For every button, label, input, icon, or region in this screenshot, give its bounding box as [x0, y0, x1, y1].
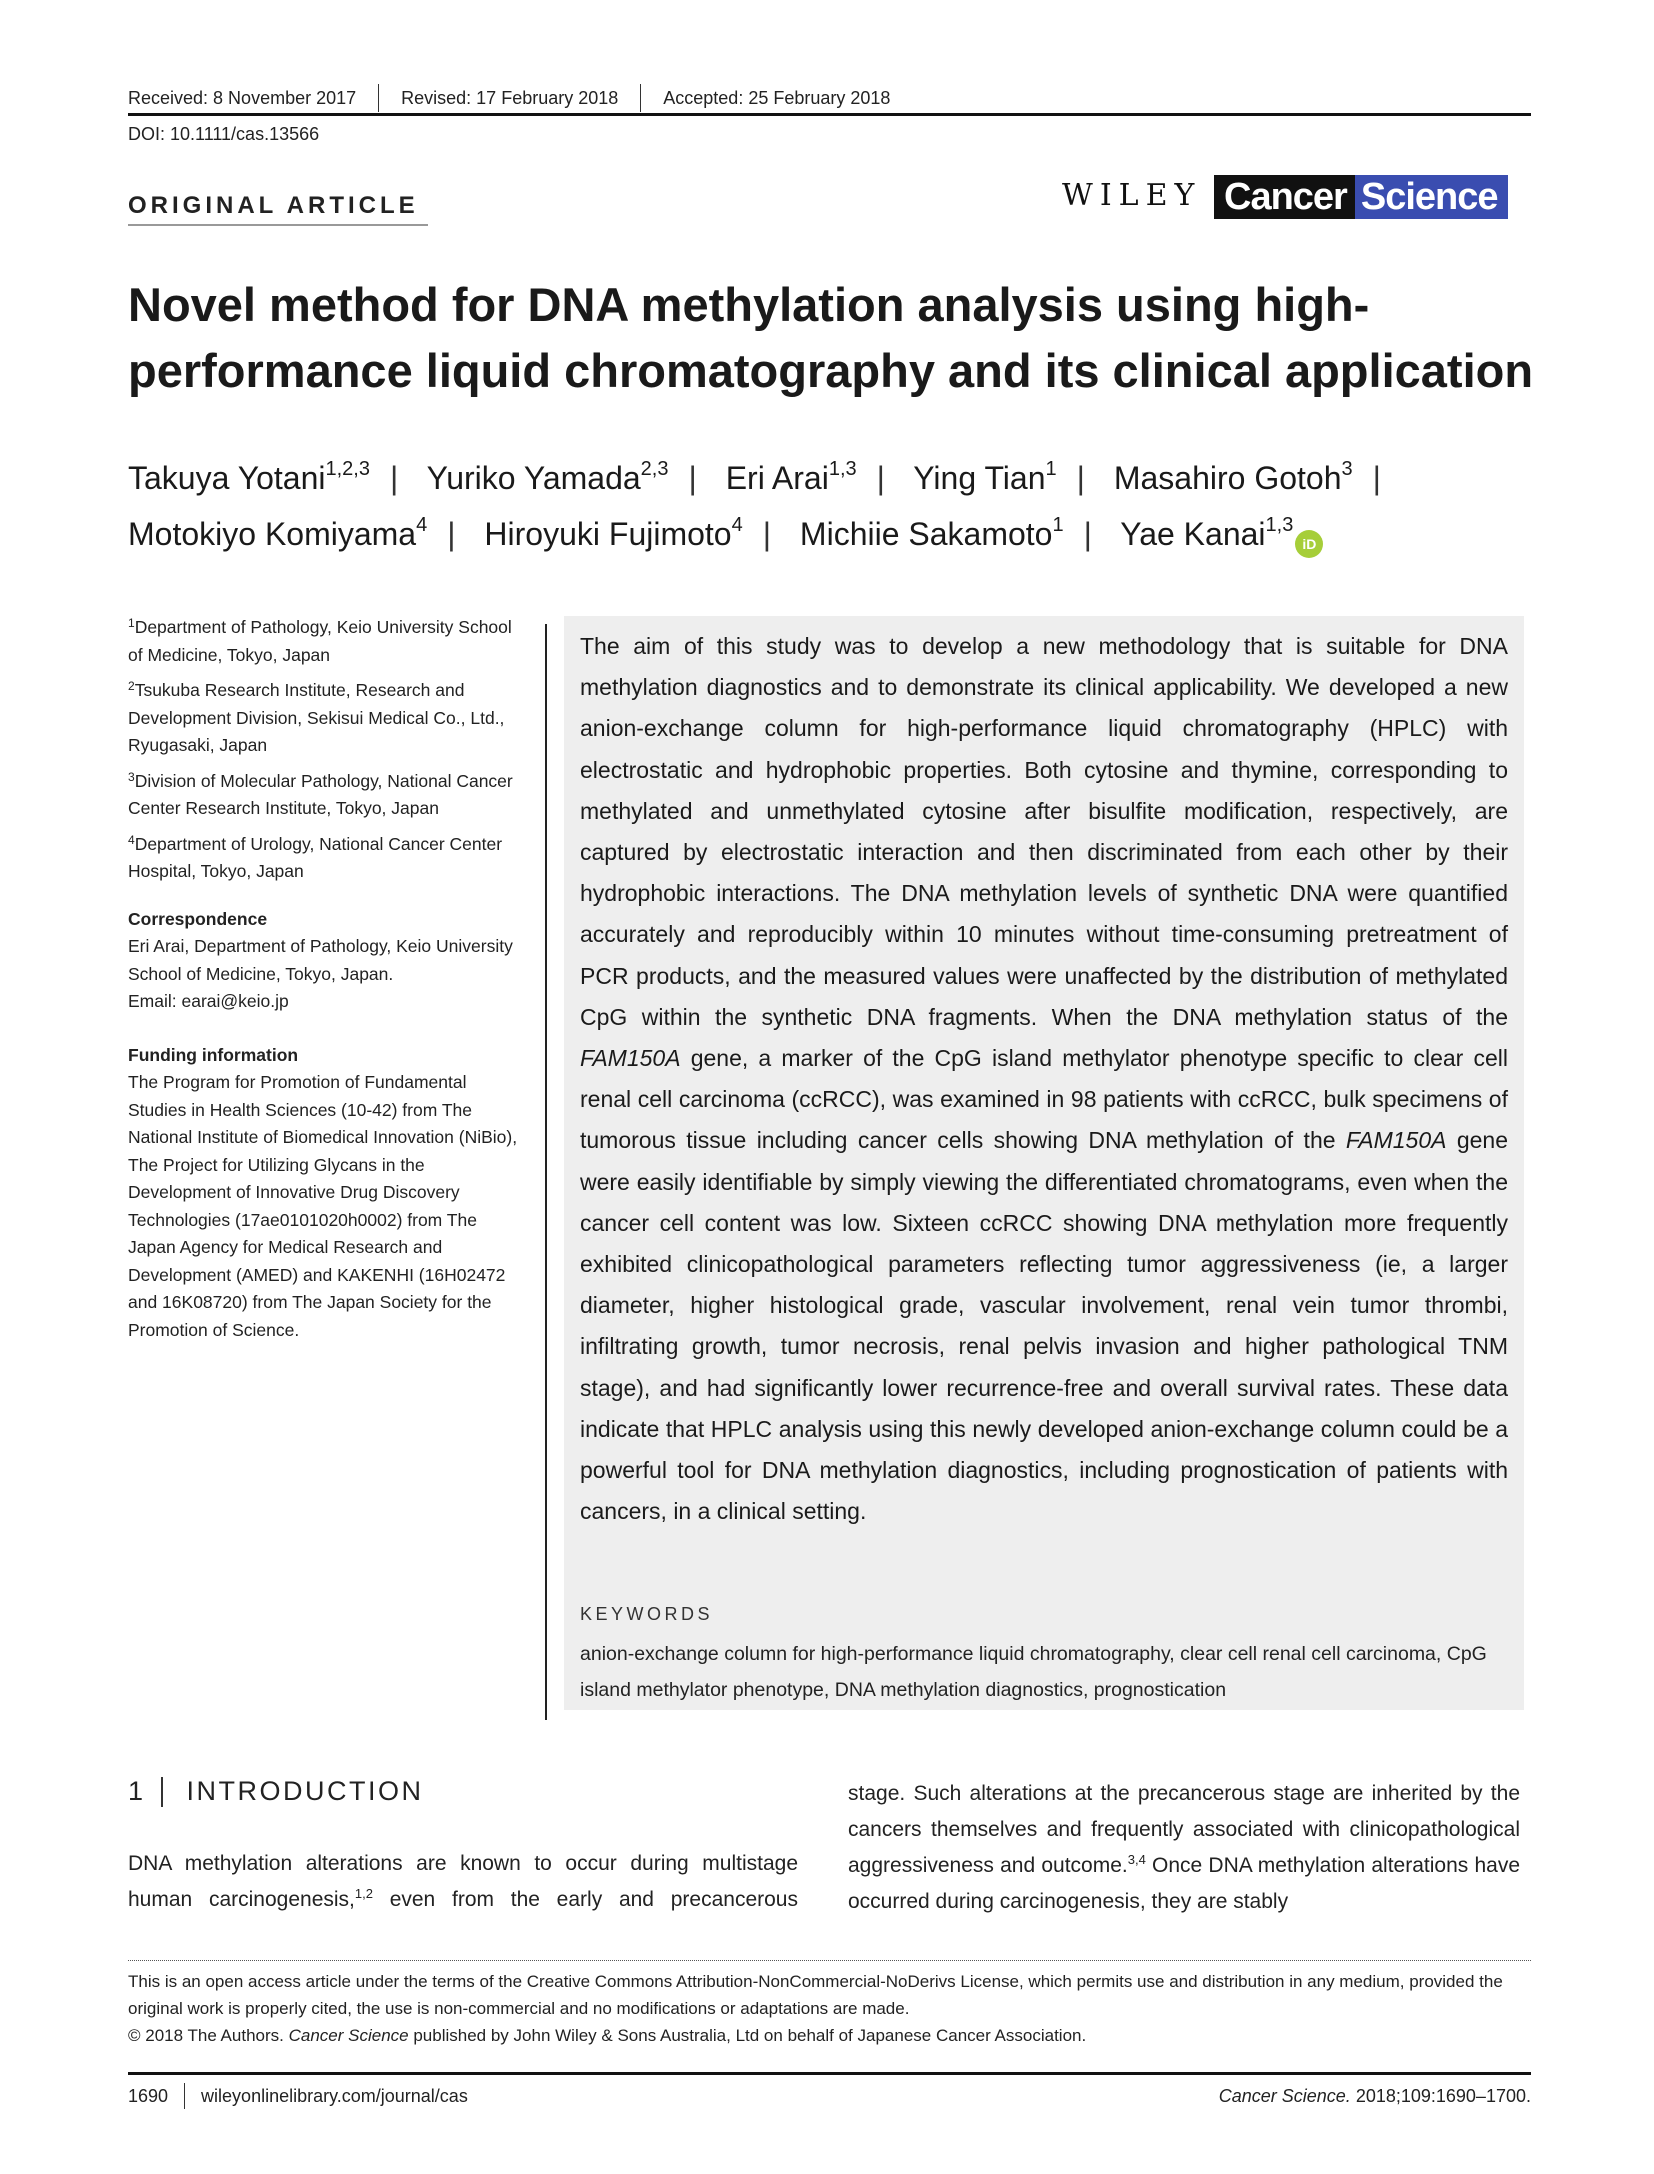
affiliation-text: Division of Molecular Pathology, National Cancer Center Research Institute, Tokyo, Japan — [128, 770, 513, 818]
affiliation-number: 4 — [128, 832, 135, 847]
wiley-logo: WILEY — [1062, 178, 1202, 213]
page-footer — [128, 2082, 1531, 2110]
section-heading-introduction — [128, 1776, 424, 1807]
body-text: even from the early and precancerous — [372, 1888, 798, 1911]
author-name: Motokiyo Komiyama — [128, 516, 417, 552]
affiliation — [128, 768, 518, 823]
body-text: stage. Such alterations at the precancerous stage are inherited by the cancers themselves and frequently associated with clinicopathological aggressiveness and outcome. — [848, 1782, 1520, 1877]
cancer-science-logo — [1214, 175, 1508, 219]
journal-citation — [1219, 2086, 1531, 2107]
affiliation-number: 2 — [128, 679, 135, 693]
author[interactable] — [427, 460, 717, 496]
correspondence-email[interactable]: Email: earai@keio.jp — [128, 991, 289, 1011]
license-notice — [128, 1968, 1531, 2049]
affiliation — [128, 831, 518, 886]
abstract-segment: gene were easily identifiable by simply viewing the differentiated chromatograms, even when the cancer cell content was low. Sixteen ccRCC showing DNA methylation more frequently exhibited clinicopathological parameters reflecting tumor aggressiveness (ie, a larger diameter, higher histological grade, vascular involvement, renal vein tumor thrombi, infiltrating growth, tumor necrosis, renal pelvis invasion and higher pathological TNM stage), and had significantly lower recurrence-free and overall survival rates. These data indicate that HPLC analysis using this newly developed anion-exchange column could be a powerful tool for DNA methylation diagnostics, including prognostication of patients with cancers, in a clinical setting. — [580, 1127, 1509, 1525]
author[interactable] — [726, 460, 905, 496]
author[interactable] — [484, 516, 791, 552]
logo-cancer: Cancer — [1214, 175, 1355, 219]
citation-marker[interactable]: 1,2 — [354, 1886, 373, 1901]
author-separator: | — [876, 460, 885, 496]
keywords-list: anion-exchange column for high-performance liquid chromatography, clear cell renal cell carcinoma, CpG island methylator phenotype, DNA methylation diagnostics, prognostication — [580, 1643, 1487, 1701]
author-separator: | — [447, 516, 456, 552]
revised-date: Revised: 17 February 2018 — [378, 84, 640, 112]
author-name: Ying Tian — [913, 460, 1046, 496]
journal-name: Cancer Science — [288, 2026, 409, 2045]
author-affiliation-marker: 2,3 — [640, 458, 669, 480]
author-affiliation-marker: 1,2,3 — [325, 458, 370, 480]
author-list — [128, 450, 1548, 562]
author-separator: | — [688, 460, 697, 496]
orcid-icon[interactable]: iD — [1295, 530, 1323, 558]
abstract-text — [580, 626, 1508, 1532]
page-number: 1690 — [128, 2083, 185, 2109]
introduction-right-column — [848, 1776, 1520, 1920]
abstract-segment: gene, a marker of the CpG island methylator phenotype specific to clear cell renal cell carcinoma (ccRCC), was examined in 98 patients with ccRCC, bulk specimens of tumorous tissue including cancer cells showing DNA methylation of the — [580, 1045, 1508, 1154]
article-type: ORIGINAL ARTICLE — [128, 192, 419, 219]
copyright-text: published by John Wiley & Sons Australia, Ltd on behalf of Japanese Cancer Association. — [408, 2026, 1087, 2045]
correspondence-heading: Correspondence — [128, 908, 268, 929]
affiliation-number: 3 — [128, 769, 135, 784]
footer-rule — [128, 2072, 1531, 2075]
author-affiliation-marker: 1,3 — [1265, 514, 1294, 536]
body-text: DNA methylation alterations are known to occur during multistage human carcinogenesis, — [128, 1852, 798, 1911]
author[interactable] — [1120, 516, 1293, 552]
affiliation — [128, 677, 518, 760]
article-title: Novel method for DNA methylation analysis using high-performance liquid chromatography and its clinical application — [128, 278, 1534, 397]
author-separator: | — [1083, 516, 1092, 552]
citation-details: 2018;109:1690–1700. — [1350, 2085, 1531, 2106]
author-affiliation-marker: 1,3 — [828, 458, 857, 480]
author[interactable] — [913, 460, 1105, 496]
author-affiliation-marker: 4 — [731, 514, 743, 536]
body-text: Once DNA methylation alterations have occurred during carcinogenesis, they are stably — [848, 1854, 1520, 1913]
affiliation — [128, 614, 518, 669]
header-rule — [128, 113, 1531, 116]
author[interactable] — [128, 460, 418, 496]
article-dates — [128, 82, 1531, 114]
license-divider — [128, 1960, 1531, 1961]
section-divider — [161, 1777, 163, 1807]
author-separator: | — [1076, 460, 1085, 496]
funding-text: The Program for Promotion of Fundamental Studies in Health Sciences (10-42) from The National Institute of Biomedical Innovation (NiBio), The Project for Utilizing Glycans in the Development of Innovative Drug Discovery Technologies (17ae0101020h0002) from The Japan Agency for Medical Research and Development (AMED) and KAKENHI (16H02472 and 16K08720) from The Japan Society for the Promotion of Science. — [128, 1072, 518, 1340]
affiliation-text: Tsukuba Research Institute, Research and Development Division, Sekisui Medical Co., Ltd., Ryugasaki, Japan — [128, 680, 505, 755]
affiliation-text: Department of Pathology, Keio University School of Medicine, Tokyo, Japan — [128, 617, 512, 665]
correspondence-address: Eri Arai, Department of Pathology, Keio University School of Medicine, Tokyo, Japan. — [128, 936, 513, 984]
affiliation-number: 1 — [128, 616, 135, 630]
section-title: INTRODUCTION — [186, 1776, 424, 1806]
author-affiliation-marker: 4 — [416, 514, 428, 536]
gene-name: FAM150A — [1345, 1127, 1447, 1154]
author-name: Eri Arai — [725, 460, 829, 496]
journal-url[interactable]: wileyonlinelibrary.com/journal/cas — [201, 2085, 468, 2106]
author-affiliation-marker: 1 — [1045, 458, 1057, 480]
affiliation-text: Department of Urology, National Cancer Center Hospital, Tokyo, Japan — [128, 833, 503, 881]
author-name: Hiroyuki Fujimoto — [484, 516, 732, 552]
author-separator: | — [1372, 460, 1381, 496]
author[interactable] — [1114, 460, 1401, 496]
author[interactable] — [128, 516, 476, 552]
article-info-column — [128, 614, 518, 1344]
received-date: Received: 8 November 2017 — [128, 88, 357, 108]
copyright-text: © 2018 The Authors. — [128, 2026, 289, 2045]
column-divider — [545, 624, 547, 1720]
article-type-rule — [128, 224, 428, 226]
author-name: Masahiro Gotoh — [1113, 460, 1342, 496]
citation-marker[interactable]: 3,4 — [1127, 1852, 1146, 1867]
author[interactable] — [800, 516, 1112, 552]
journal-name: Cancer Science. — [1218, 2085, 1351, 2106]
author-name: Michiie Sakamoto — [799, 516, 1053, 552]
copyright-line — [128, 2022, 1531, 2049]
author-name: Yuriko Yamada — [426, 460, 641, 496]
author-affiliation-marker: 1 — [1052, 514, 1064, 536]
author-name: Takuya Yotani — [128, 460, 326, 496]
gene-name: FAM150A — [580, 1045, 681, 1072]
doi[interactable]: DOI: 10.1111/cas.13566 — [128, 124, 320, 144]
author-separator: | — [389, 460, 399, 496]
logo-science: Science — [1355, 175, 1508, 219]
accepted-date: Accepted: 25 February 2018 — [640, 84, 912, 112]
funding-heading: Funding information — [128, 1044, 299, 1065]
abstract-segment: The aim of this study was to develop a new methodology that is suitable for DNA methylation diagnostics and to demonstrate its clinical applicability. We developed a new anion-exchange column for high-performance liquid chromatography (HPLC) with electrostatic and hydrophobic properties. Both cytosine and thymine, corresponding to methylated and unmethylated cytosine after bisulfite modification, respectively, are captured by electrostatic interaction and then discriminated from each other by their hydrophobic interactions. The DNA methylation levels of synthetic DNA were quantified accurately and reproducibly within 10 minutes without time-consuming pretreatment of PCR products, and the measured values were unaffected by the distribution of methylated CpG within the synthetic DNA fragments. When the DNA methylation status of the — [580, 633, 1508, 1030]
keywords-heading: KEYWORDS — [580, 1604, 714, 1624]
section-number: 1 — [128, 1776, 144, 1806]
author-name: Yae Kanai — [1120, 516, 1266, 552]
author-separator: | — [762, 516, 772, 552]
author-affiliation-marker: 3 — [1341, 458, 1353, 480]
license-text: This is an open access article under the terms of the Creative Commons Attribution-NonCommercial-NoDerivs License, which permits use and distribution in any medium, provided the original work is properly cited, the use is non-commercial and no modifications or adaptations are made. — [128, 1972, 1503, 2018]
introduction-left-column — [128, 1846, 798, 1918]
